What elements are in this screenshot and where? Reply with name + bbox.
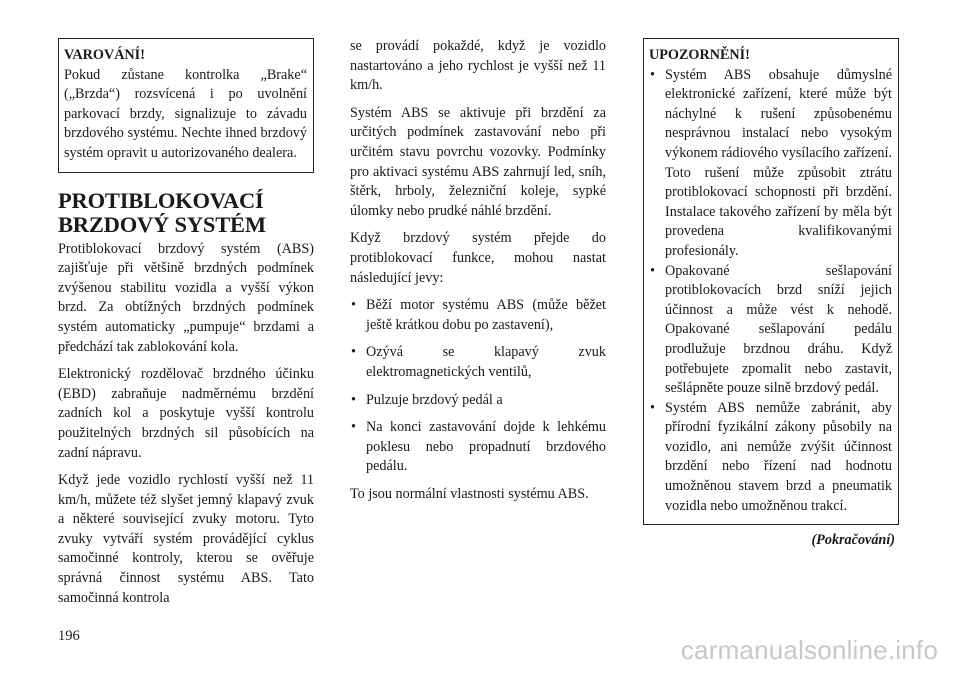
- warning-title: VAROVÁNÍ!: [64, 47, 145, 63]
- phenomena-intro: Když brzdový systém přejde do protiblokovací funkce, mohou nastat následující jevy:: [350, 230, 606, 286]
- ebd-paragraph: Elektronický rozdělovač brzdného účinku (EBD) zabraňuje nadměrnému brzdění zadních kol a poskytuje vyšší kontrolu použitelných brzdných sil působících na zadní nápravu.: [58, 366, 314, 461]
- list-item: • Opakované sešlapování protiblokovacích brzd sníží jejich účinnost a může vést k nehodě. Opakované sešlapování pedálu prodlužuje brzdnou dráhu. Když potřebujete zpomalit nebo zastavit, sešlápněte pouze silně brzdový pedál.: [649, 262, 892, 399]
- warning-text: Pokud zůstane kontrolka „Brake“ („Brzda“) rozsvícená i po uvolnění parkovací brzdy, signalizuje to závadu brzdového systému. Nechte ihned brzdový systém opravit u autorizovaného dealera.: [64, 66, 307, 161]
- list-item: • Pulzuje brzdový pedál a: [350, 391, 606, 411]
- list-item: • Na konci zastavování dojde k lehkému poklesu nebo propadnutí brzdového pedálu.: [350, 418, 606, 477]
- left-column: [58, 38, 314, 608]
- watermark: carmanualsonline.info: [680, 635, 938, 665]
- list-item: • Systém ABS nemůže zabránit, aby přírodní fyzikální zákony působily na vozidlo, ani nemůže zvýšit účinnost brzdění nebo řízení nad hodnotu umožněnou stavem brzd a pneumatik vozidla nebo umožněnou trakcí.: [649, 399, 892, 517]
- abs-paragraph-1: Protiblokovací brzdový systém (ABS) zajišťuje při většině brzdných podmínek zvýšenou stabilitu vozidla a vyšší výkon brzd. Za obtížných brzdných podmínek systém automaticky „pumpuje“ brzdami a předchází tak zablokování kola.: [58, 240, 314, 355]
- continuation-paragraph: se provádí pokaždé, když je vozidlo nastartováno a jeho rychlost je vyšší než 11 km/h.: [350, 38, 606, 94]
- self-check-paragraph: Když jede vozidlo rychlostí vyšší než 11 km/h, můžete též slyšet jemný klapavý zvuk a některé související zvuky motoru. Tyto zvuky vytváří systém provádějící cyklus samočinné kontroly, kterou se ověřuje správná činnost systému ABS. Tato samočinná kontrola: [58, 472, 314, 606]
- continued-label: (Pokračování): [811, 532, 895, 549]
- warning-box: [58, 38, 314, 173]
- caution-list: [649, 66, 892, 517]
- phenomena-list: [350, 296, 606, 477]
- right-column: [643, 38, 899, 551]
- list-item: • Systém ABS obsahuje důmyslné elektronické zařízení, které může být náchylné k rušení způsobenému nesprávnou instalací nebo vysokým výkonem rádiového vysílacího zařízení. Toto rušení může způsobit ztrátu protiblokovací schopnosti při brzdění. Instalace takového zařízení by měla být provedena kvalifikovanými profesionály.: [649, 66, 892, 262]
- middle-column: [350, 37, 606, 504]
- section-heading: PROTIBLOKOVACÍ BRZDOVÝ SYSTÉM: [58, 187, 266, 237]
- page-number: 196: [58, 628, 80, 644]
- caution-title: UPOZORNĚNÍ!: [649, 47, 750, 63]
- list-item: • Ozývá se klapavý zvuk elektromagnetických ventilů,: [350, 343, 606, 382]
- list-item: • Běží motor systému ABS (může běžet ještě krátkou dobu po zastavení),: [350, 296, 606, 335]
- closing-paragraph: To jsou normální vlastnosti systému ABS.: [350, 485, 589, 502]
- activation-paragraph: Systém ABS se aktivuje při brzdění za určitých podmínek zastavování nebo při určitém stavu povrchu vozovky. Podmínky pro aktivaci systému ABS zahrnují led, sníh, štěrk, hrboly, železniční koleje, sypké úlomky nebo prudké náhlé brzdění.: [350, 104, 606, 219]
- caution-box: [643, 38, 899, 525]
